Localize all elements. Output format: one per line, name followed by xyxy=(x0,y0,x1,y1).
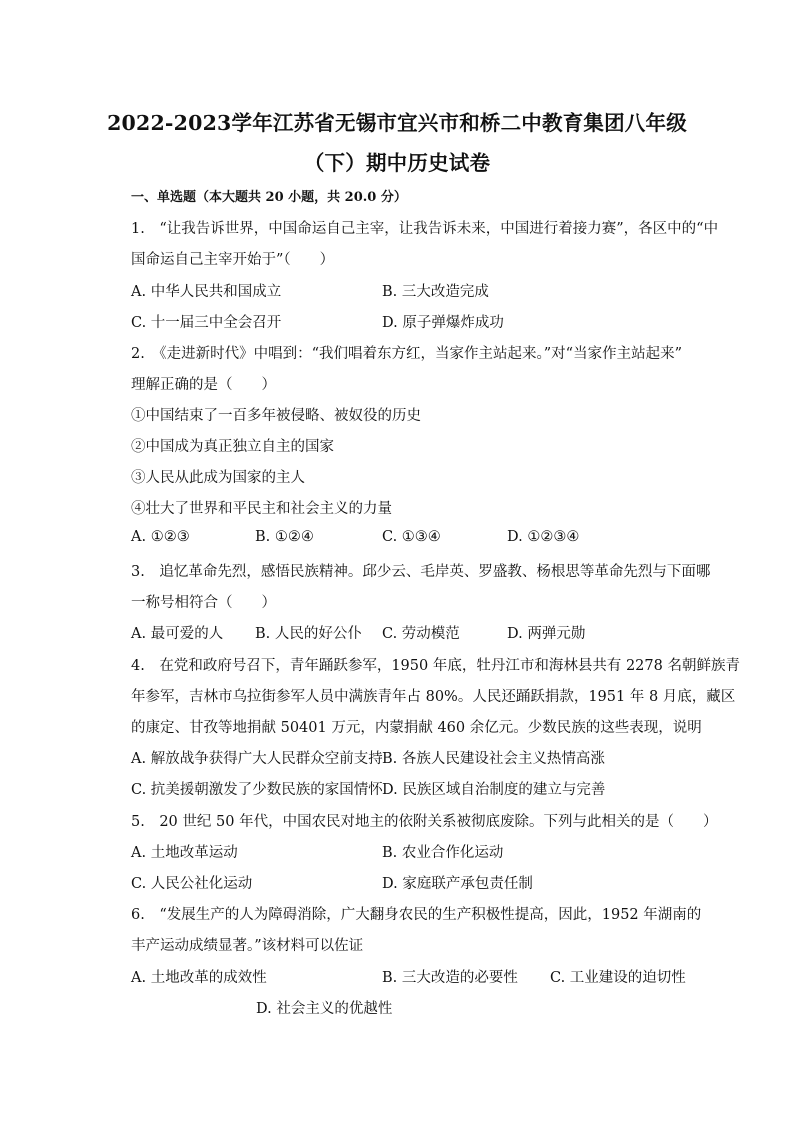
question-3-option-a: A. 最可爱的人 xyxy=(131,626,224,642)
question-4-line-2: 年参军，吉林市乌拉街参军人员中满族青年占 80%。人民还踊跃捐款，1951 年 8 月底，藏区 xyxy=(131,689,736,705)
question-6-option-d: D. 社会主义的优越性 xyxy=(256,1001,393,1017)
question-3-option-b: B. 人民的好公仆 xyxy=(255,626,362,642)
question-2-option-c: C. ①③④ xyxy=(382,529,441,545)
question-6-option-b: B. 三大改造的必要性 xyxy=(382,970,518,986)
question-2-statement-3: ③人民从此成为国家的主人 xyxy=(131,470,305,486)
question-4-option-c: C. 抗美援朝激发了少数民族的家国情怀 xyxy=(131,782,383,798)
question-5-option-c: C. 人民公社化运动 xyxy=(131,876,253,892)
question-3-option-d: D. 两弹元勋 xyxy=(507,626,586,642)
question-5-line-1: 5. 20 世纪 50 年代，中国农民对地主的依附关系被彻底废除。下列与此相关的是（ ） xyxy=(131,814,718,830)
question-3-line-2: 一称号相符合（ ） xyxy=(131,595,276,611)
question-4-option-d: D. 民族区域自治制度的建立与完善 xyxy=(382,782,606,798)
question-5-option-b: B. 农业合作化运动 xyxy=(382,845,504,861)
question-2-statement-1: ①中国结束了一百多年被侵略、被奴役的历史 xyxy=(131,408,421,424)
question-4-line-3: 的康定、甘孜等地捐献 50401 万元，内蒙捐献 460 余亿元。少数民族的这些表现，说明 xyxy=(131,720,702,736)
question-1-line-2: 国命运自己主宰开始于”（ ） xyxy=(131,252,335,268)
question-3-line-1: 3. 追忆革命先烈，感悟民族精神。邱少云、毛岸英、罗盛教、杨根思等革命先烈与下面哪 xyxy=(131,564,711,580)
question-2-option-a: A. ①②③ xyxy=(131,529,190,545)
question-6-line-2: 丰产运动成绩显著。”该材料可以佐证 xyxy=(131,938,364,954)
question-5-option-d: D. 家庭联产承包责任制 xyxy=(382,876,533,892)
question-1-option-a: A. 中华人民共和国成立 xyxy=(131,284,282,300)
question-2-option-d: D. ①②③④ xyxy=(507,529,580,545)
question-2-line-2: 理解正确的是（ ） xyxy=(131,377,276,393)
question-5-option-a: A. 土地改革运动 xyxy=(131,845,238,861)
question-2-line-1: 2. 《走进新时代》中唱到：“我们唱着东方红，当家作主站起来。”对“当家作主站起来” xyxy=(131,346,682,362)
question-4-option-b: B. 各族人民建设社会主义热情高涨 xyxy=(382,751,605,767)
question-4-option-a: A. 解放战争获得广大人民群众空前支持 xyxy=(131,751,383,767)
section-heading: 一、单选题（本大题共 20 小题，共 20.0 分） xyxy=(131,190,407,205)
question-2-statement-2: ②中国成为真正独立自主的国家 xyxy=(131,439,334,455)
question-4-line-1: 4. 在党和政府号召下，青年踊跃参军，1950 年底，牡丹江市和海林县共有 2278 名朝鲜族青 xyxy=(131,658,740,674)
question-2-statement-4: ④壮大了世界和平民主和社会主义的力量 xyxy=(131,501,392,517)
question-6-option-c: C. 工业建设的迫切性 xyxy=(550,970,686,986)
question-1-option-c: C. 十一届三中全会召开 xyxy=(131,315,282,331)
question-2-option-b: B. ①②④ xyxy=(255,529,314,545)
exam-title-line-1: 2022-2023学年江苏省无锡市宜兴市和桥二中教育集团八年级 xyxy=(107,111,687,135)
question-6-line-1: 6. “发展生产的人为障碍消除，广大翻身农民的生产积极性提高，因此，1952 年湖南的 xyxy=(131,907,702,923)
question-1-line-1: 1. “让我告诉世界，中国命运自己主宰，让我告诉未来，中国进行着接力赛”，各区中的“中 xyxy=(131,221,719,237)
question-6-option-a: A. 土地改革的成效性 xyxy=(131,970,267,986)
question-1-option-d: D. 原子弹爆炸成功 xyxy=(382,315,504,331)
question-1-option-b: B. 三大改造完成 xyxy=(382,284,489,300)
exam-title-line-2: （下）期中历史试卷 xyxy=(303,151,491,175)
question-3-option-c: C. 劳动模范 xyxy=(382,626,460,642)
